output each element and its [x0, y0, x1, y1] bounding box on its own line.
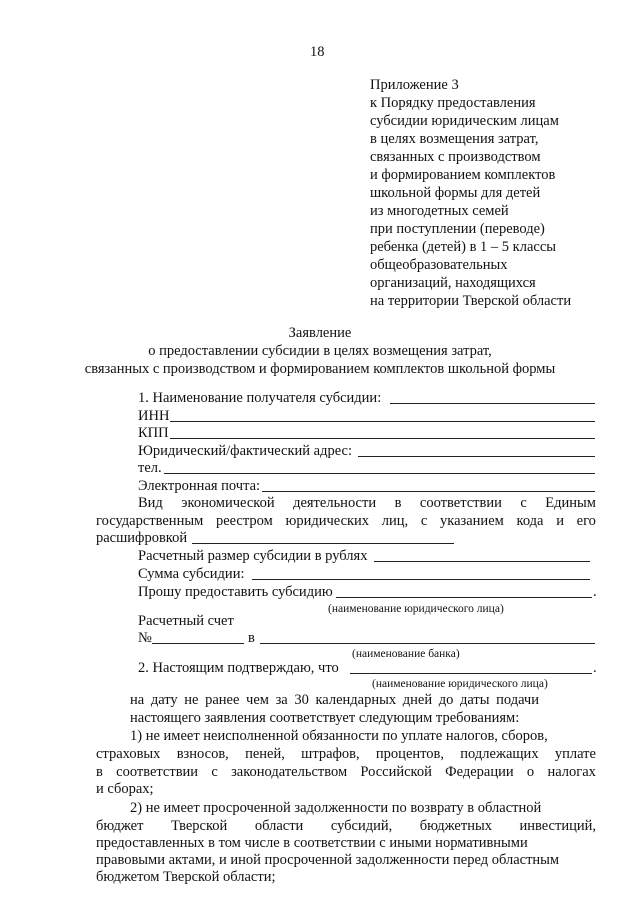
calc-amount-label: Расчетный размер субсидии в рублях — [138, 548, 368, 564]
calc-amount-field[interactable] — [374, 561, 590, 562]
word: с — [211, 764, 218, 780]
appendix-line: в целях возмещения затрат, — [370, 131, 539, 147]
account-number-sign: № — [138, 630, 152, 646]
word: инвестиций, — [519, 818, 596, 834]
body-line: настоящего заявления соответствует следующим требованиям: — [130, 710, 520, 726]
word: указанием — [440, 513, 504, 529]
word: области — [254, 818, 304, 834]
word: процентов, — [375, 746, 445, 762]
confirm-label: 2. Настоящим подтверждаю, что — [138, 660, 339, 676]
requirement-1-line: 1) не имеет неисполненной обязанности по уплате налогов, сборов, — [130, 728, 548, 744]
word: о — [526, 764, 535, 780]
body-line: на дату не ранее чем за 30 календарных дней до даты подачи — [130, 692, 539, 708]
appendix-line: связанных с производством — [370, 149, 541, 165]
word: в — [394, 495, 402, 511]
word: реестром — [215, 513, 273, 529]
word: штрафов, — [301, 746, 360, 762]
word: пеней, — [245, 746, 285, 762]
appendix-line: к Порядку предоставления — [370, 95, 536, 111]
requirement-1-line: и сборах; — [96, 781, 154, 797]
phone-field[interactable] — [164, 473, 595, 474]
document-title: Заявление — [288, 325, 352, 341]
word: с — [420, 513, 428, 529]
word: Вид — [138, 495, 163, 511]
word: Российской — [360, 764, 432, 780]
requirement-2-line: бюджетом Тверской области; — [96, 869, 276, 885]
word: страховых — [96, 746, 161, 762]
confirm-company-field[interactable] — [350, 673, 592, 674]
word: Единым — [545, 495, 596, 511]
inn-field[interactable] — [170, 421, 595, 422]
confirm-end: . — [593, 660, 597, 676]
request-label: Прошу предоставить субсидию — [138, 584, 333, 600]
document-subtitle-line: о предоставлении субсидии в целях возмещения затрат, — [148, 343, 492, 359]
word: Тверской — [170, 818, 228, 834]
sum-label: Сумма субсидии: — [138, 566, 245, 582]
word: субсидий, — [330, 818, 393, 834]
word: деятельности — [293, 495, 377, 511]
word: юридических — [285, 513, 370, 529]
word: в — [96, 764, 103, 780]
appendix-line: организаций, находящихся — [370, 275, 536, 291]
kpp-label: КПП — [138, 425, 169, 441]
phone-label: тел. — [138, 460, 162, 476]
requirement-2-line: предоставленных в том числе в соответствии с иными нормативными — [96, 835, 528, 851]
address-field[interactable] — [358, 456, 595, 457]
word: соответствии — [116, 764, 199, 780]
requirement-2-line — [96, 818, 596, 835]
word: экономической — [181, 495, 275, 511]
requirement-2-line: 2) не имеет просроченной задолженности по возврату в областной — [130, 800, 542, 816]
word: бюджетных — [419, 818, 492, 834]
appendix-line: на территории Тверской области — [370, 293, 572, 309]
appendix-line: и формированием комплектов — [370, 167, 556, 183]
appendix-line: общеобразовательных — [370, 257, 508, 273]
appendix-line: Приложение 3 — [370, 77, 459, 93]
email-field[interactable] — [262, 491, 595, 492]
request-company-field[interactable] — [336, 597, 592, 598]
inn-label: ИНН — [138, 408, 170, 424]
word: его — [576, 513, 596, 529]
activity-decoding-label: расшифровкой — [96, 530, 188, 546]
address-label: Юридический/фактический адрес: — [138, 443, 352, 459]
word: подлежащих — [460, 746, 539, 762]
word: налогах — [547, 764, 596, 780]
appendix-line: школьной формы для детей — [370, 185, 541, 201]
word: с — [520, 495, 527, 511]
confirm-caption: (наименование юридического лица) — [372, 678, 548, 690]
bank-caption: (наименование банка) — [352, 648, 460, 660]
account-label: Расчетный счет — [138, 613, 234, 629]
recipient-name-label: 1. Наименование получателя субсидии: — [138, 390, 382, 406]
email-label: Электронная почта: — [138, 478, 261, 494]
account-number-field[interactable] — [152, 643, 244, 644]
requirement-1-line — [96, 746, 596, 763]
appendix-line: субсидии юридическим лицам — [370, 113, 559, 129]
activity-line — [138, 495, 596, 512]
recipient-name-field[interactable] — [390, 403, 595, 404]
appendix-line: из многодетных семей — [370, 203, 509, 219]
word: бюджет — [96, 818, 144, 834]
kpp-field[interactable] — [170, 438, 595, 439]
page-number: 18 — [310, 44, 325, 60]
word: лиц, — [381, 513, 409, 529]
request-end: . — [593, 584, 597, 600]
word: и — [556, 513, 564, 529]
document-subtitle-line: связанных с производством и формированием комплектов школьной формы — [84, 361, 556, 377]
requirement-2-line: правовыми актами, и иной просроченной задолженности перед областным — [96, 852, 560, 868]
appendix-line: ребенка (детей) в 1 – 5 классы — [370, 239, 557, 255]
word: взносов, — [176, 746, 229, 762]
word: законодательством — [231, 764, 348, 780]
word: уплате — [554, 746, 596, 762]
activity-line — [96, 513, 596, 530]
activity-decoding-field[interactable] — [192, 543, 454, 544]
bank-in-label: в — [248, 630, 255, 646]
sum-field[interactable] — [252, 579, 590, 580]
word: соответствии — [419, 495, 502, 511]
bank-name-field[interactable] — [260, 643, 595, 644]
requirement-1-line — [96, 764, 596, 781]
request-caption: (наименование юридического лица) — [328, 603, 504, 615]
appendix-line: при поступлении (переводе) — [370, 221, 545, 237]
word: государственным — [96, 513, 204, 529]
word: кода — [516, 513, 544, 529]
word: Федерации — [445, 764, 514, 780]
